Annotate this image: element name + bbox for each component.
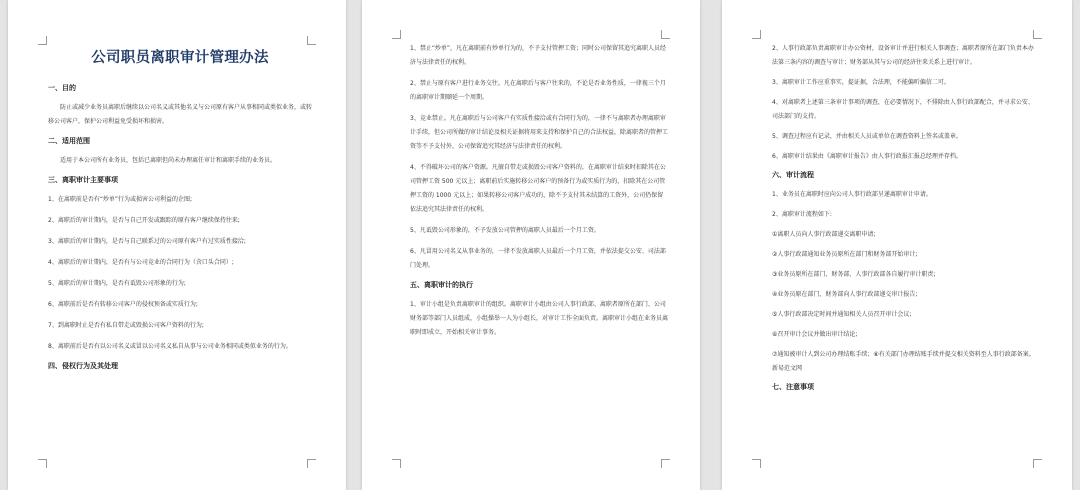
crop-mark bbox=[1033, 30, 1042, 39]
list-item: 5、离职后的审计期内，是否有诋毁公司形象的行为; bbox=[48, 280, 186, 287]
list-item: ⑤人事行政部决定时间并通知相关人员召开审计会议; bbox=[772, 311, 912, 318]
list-item: 8、离职前后是否有以公司名义或冒以公司名义私自从事与公司业务相同或类似业务的行为。 bbox=[48, 343, 292, 350]
crop-mark bbox=[38, 459, 47, 468]
paragraph: 4、对离职者上述第三条审计事项的调查，在必要情况下，不排除由人事行政部配合，并寻求公安、司法部门的支持。 bbox=[772, 99, 1034, 120]
document-title: 公司职员离职审计管理办法 bbox=[91, 50, 269, 66]
section-heading: 六、审计流程 bbox=[772, 171, 814, 179]
crop-mark bbox=[661, 459, 670, 468]
list-item: 7、到离职时止是否有私自带走或毁损公司客户资料的行为; bbox=[48, 322, 204, 329]
list-item: 6、离职前后是否有转移公司客户的侵权预备或实质行为; bbox=[48, 301, 198, 308]
paragraph: 5、调查过程应有记录，并由相关人员或单位在调查资料上签名或盖章。 bbox=[772, 133, 962, 140]
crop-mark bbox=[307, 36, 316, 45]
crop-mark bbox=[1033, 459, 1042, 468]
paragraph: 6、凡冒用公司名义从事业务的，一律不发放离职人员最后一个月工资，并依法提交公安、司法部门处理。 bbox=[410, 248, 666, 269]
section-heading: 三、离职审计主要事项 bbox=[48, 176, 118, 184]
crop-mark bbox=[752, 30, 761, 39]
paragraph: 5、凡诋毁公司形象的，不予发放公司管押的离职人员最后一个月工资。 bbox=[410, 227, 600, 234]
list-item: 1、业务员在离职时应向公司人事行政部呈递离职审计申请。 bbox=[772, 191, 932, 198]
section-heading: 二、适用范围 bbox=[48, 137, 90, 145]
list-item: 2、离职后的审计期内，是否与自己开发或跟踪的原有客户继续保持往来; bbox=[48, 217, 240, 224]
section-heading: 四、侵权行为及其处理 bbox=[48, 362, 118, 370]
paragraph: 2、禁止与原有客户进行业务交往。凡在离职后与客户往来的，不论是否业务性质，一律视三个月的离职审计期顺延一个周期。 bbox=[410, 80, 666, 101]
document-page-2 bbox=[362, 0, 700, 490]
crop-mark bbox=[38, 36, 47, 45]
section-heading: 五、离职审计的执行 bbox=[410, 281, 473, 289]
crop-mark bbox=[307, 459, 316, 468]
paragraph: 1、禁止“炒单”，凡在离职前有炒单行为的，不予支付管押工资；同时公司保留其追究离职人员经济与法律责任的权利。 bbox=[410, 45, 667, 66]
list-item: ②人事行政部通知业务员原所在部门和财务部开始审计; bbox=[772, 251, 918, 258]
paragraph: 防止或减少业务员离职后继续以公司名义或其他名义与公司原有客户从事相同或类似业务，或转移公司客户，保护公司利益免受损坏和损害。 bbox=[48, 104, 313, 125]
list-item: ④业务员原在部门、财务部向人事行政部递交审计报告; bbox=[772, 291, 918, 298]
paragraph: 适用于本公司所有业务员，包括已离职但尚未办理离任审计和离职手续的业务员。 bbox=[60, 157, 277, 164]
list-item: 2、离职审计流程如下: bbox=[772, 211, 832, 218]
section-heading: 七、注意事项 bbox=[772, 383, 814, 391]
list-item: 1、在离职前是否有“炒单”行为或损害公司利益的企图; bbox=[48, 196, 193, 203]
section-heading: 一、目的 bbox=[48, 84, 76, 92]
list-item: 4、离职后的审计期内，是否有与公司竞业的合同行为（含口头合同）; bbox=[48, 259, 234, 266]
list-item: ①离职人员向人事行政部递交离职申请; bbox=[772, 231, 876, 238]
crop-mark bbox=[392, 459, 401, 468]
paragraph: 2、人事行政部负责离职审计办公资材，设备审计并进行相关人事调查；离职者原所在部门负责本办法第三条内容的调查与审计；财务部从其与公司的经济往来关系上进行审计。 bbox=[772, 45, 1034, 66]
paragraph: 4、不得破坏公司的客户资源。凡擅自带走或损毁公司客户资料的，在离职审计结束时扣除其在公司管押工资 500 元以上；离职前后实施转移公司客户的预备行为或实质行为的，扣除其在公司管押工资的 1000 元以上；如果转移公司客户成功的，除不予支付其未结算的工资外，公司仍保留依法追究其法律责任的权利。 bbox=[410, 164, 666, 213]
paragraph: 1、审计小组是负责离职审计的组织。离职审计小组由公司人事行政部、离职者原所在部门、公司财务部等部门人员组成，小组操举一人为小组长，对审计工作全面负责。离职审计小组在业务员离职时即成立，开始相关审计事务。 bbox=[410, 301, 669, 336]
list-item: ③业务员原所在部门、财务部、人事行政部各自履行审计职责; bbox=[772, 271, 936, 278]
paragraph: 6、离职审计结果由《离职审计报告》由人事行政报汇报总经理并存档。 bbox=[772, 153, 962, 160]
paragraph: 3、离职审计工作应重事实，提证据，合法理，不能偏听偏信二可。 bbox=[772, 79, 950, 86]
crop-mark bbox=[392, 30, 401, 39]
document-page-1 bbox=[8, 0, 346, 490]
list-item: ⑥召开审计会议并做出审计结论; bbox=[772, 331, 858, 338]
crop-mark bbox=[752, 459, 761, 468]
list-item: ⑦通知被审计人到公司办理结账手续；⑧有关部门办理结账手续并提交相关资料至人事行政部备案。新易范文网 bbox=[772, 351, 1035, 372]
paragraph: 3、竞业禁止。凡在离职后与公司客户有实质性接洽或有合同行为的，一律不与离职者办理离职审计手续，但公司所做的审计结论及相关证据将用来支持和保护自己的合法权益，除离职者的管押工资等不予支付外，公司保留追究其经济与法律责任的权利。 bbox=[410, 115, 669, 150]
document-page-3 bbox=[722, 0, 1072, 490]
crop-mark bbox=[661, 30, 670, 39]
list-item: 3、离职后的审计期内，是否与自己联系过的公司原有客户有过实质性接洽; bbox=[48, 238, 246, 245]
